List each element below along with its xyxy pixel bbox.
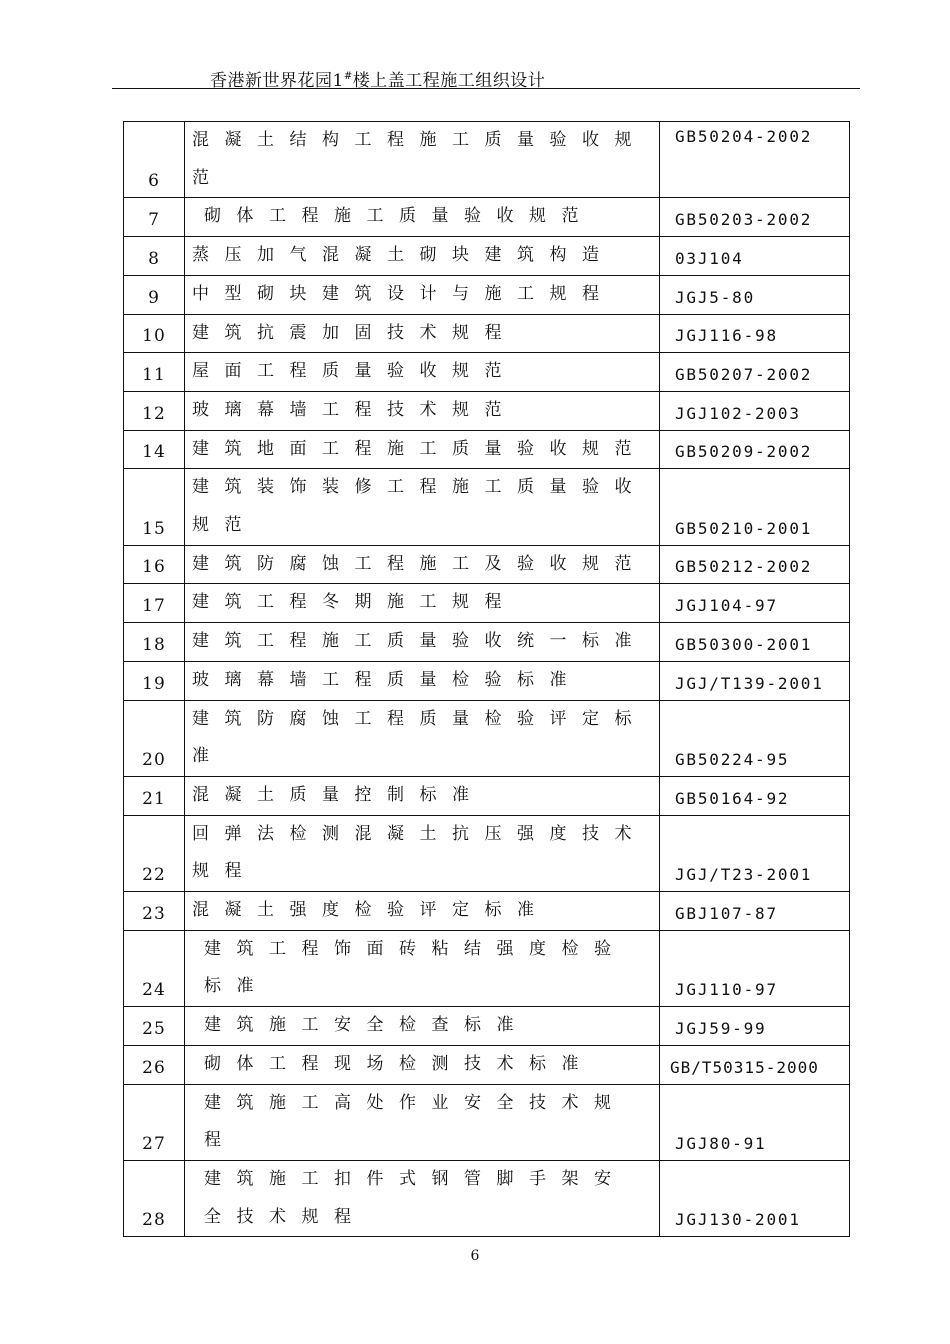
row-standard-code: JGJ80-91	[660, 1084, 850, 1160]
table-row	[124, 314, 850, 353]
row-standard-code: GB50207-2002	[660, 353, 850, 392]
row-standard-name: 屋面工程质量验收规范	[185, 353, 660, 392]
table-row	[124, 623, 850, 662]
row-standard-name: 建筑工程冬期施工规程	[185, 584, 660, 623]
row-standard-code: JGJ110-97	[660, 930, 850, 1006]
row-number: 10	[124, 314, 185, 353]
row-standard-name: 混凝土质量控制标准	[185, 776, 660, 815]
table-row	[124, 237, 850, 276]
header-title-prefix: 香港新世界花园1	[210, 71, 344, 91]
page-number: 6	[470, 1248, 480, 1264]
table-row	[124, 892, 850, 931]
table-row	[124, 430, 850, 469]
row-standard-name: 蒸压加气混凝土砌块建筑构造	[185, 237, 660, 276]
row-number: 22	[124, 815, 185, 891]
row-standard-code: GB50210-2001	[660, 469, 850, 545]
row-number: 28	[124, 1160, 185, 1236]
row-standard-code: GBJ107-87	[660, 892, 850, 931]
table-row	[124, 584, 850, 623]
row-standard-name: 建筑施工高处作业安全技术规程	[185, 1084, 660, 1160]
row-standard-code: JGJ104-97	[660, 584, 850, 623]
row-standard-name: 建筑装饰装修工程施工质量验收规范	[185, 469, 660, 545]
table-row	[124, 469, 850, 545]
row-standard-code: JGJ5-80	[660, 275, 850, 314]
row-standard-code: JGJ116-98	[660, 314, 850, 353]
row-standard-code: GB50300-2001	[660, 623, 850, 662]
row-standard-code: JGJ59-99	[660, 1007, 850, 1046]
header-title-superscript: #	[343, 71, 353, 82]
row-standard-code: 03J104	[660, 237, 850, 276]
row-number: 20	[124, 700, 185, 776]
table-row	[124, 198, 850, 237]
table-row	[124, 1084, 850, 1160]
row-number: 27	[124, 1084, 185, 1160]
row-number: 11	[124, 353, 185, 392]
table-row	[124, 815, 850, 891]
header-rule	[112, 88, 860, 89]
row-standard-name: 建筑施工扣件式钢管脚手架安全技术规程	[185, 1160, 660, 1236]
table-row	[124, 122, 850, 198]
table-row	[124, 1007, 850, 1046]
row-standard-name: 建筑地面工程施工质量验收规范	[185, 430, 660, 469]
row-standard-name: 玻璃幕墙工程技术规范	[185, 391, 660, 430]
row-standard-code: GB50164-92	[660, 776, 850, 815]
row-number: 18	[124, 623, 185, 662]
header-title-suffix: 楼上盖工程施工组织设计	[352, 71, 546, 91]
row-number: 6	[124, 122, 185, 198]
row-standard-name: 建筑施工安全检查标准	[185, 1007, 660, 1046]
row-number: 23	[124, 892, 185, 931]
row-standard-code: GB50209-2002	[660, 430, 850, 469]
row-standard-name: 砌体工程施工质量验收规范	[185, 198, 660, 237]
row-standard-name: 建筑防腐蚀工程施工及验收规范	[185, 545, 660, 584]
table-row	[124, 700, 850, 776]
row-standard-code: JGJ/T139-2001	[660, 661, 850, 700]
row-number: 7	[124, 198, 185, 237]
row-number: 9	[124, 275, 185, 314]
table-row	[124, 545, 850, 584]
row-number: 17	[124, 584, 185, 623]
row-standard-code: GB50224-95	[660, 700, 850, 776]
row-standard-code: GB50204-2002	[660, 122, 850, 198]
row-number: 12	[124, 391, 185, 430]
row-number: 26	[124, 1045, 185, 1084]
row-standard-name: 混凝土结构工程施工质量验收规范	[185, 122, 660, 198]
row-standard-name: 中型砌块建筑设计与施工规程	[185, 275, 660, 314]
row-standard-code: JGJ/T23-2001	[660, 815, 850, 891]
row-standard-name: 建筑工程施工质量验收统一标准	[185, 623, 660, 662]
row-number: 25	[124, 1007, 185, 1046]
row-standard-code: GB/T50315-2000	[660, 1045, 850, 1084]
row-standard-code: JGJ102-2003	[660, 391, 850, 430]
standards-table	[123, 121, 850, 1237]
row-number: 16	[124, 545, 185, 584]
table-row	[124, 1160, 850, 1236]
table-row	[124, 391, 850, 430]
table-row	[124, 353, 850, 392]
table-row	[124, 275, 850, 314]
row-standard-name: 回弹法检测混凝土抗压强度技术规程	[185, 815, 660, 891]
row-standard-name: 建筑工程饰面砖粘结强度检验标准	[185, 930, 660, 1006]
row-number: 21	[124, 776, 185, 815]
row-standard-name: 建筑防腐蚀工程质量检验评定标准	[185, 700, 660, 776]
table-row	[124, 661, 850, 700]
row-standard-name: 砌体工程现场检测技术标准	[185, 1045, 660, 1084]
row-standard-name: 玻璃幕墙工程质量检验标准	[185, 661, 660, 700]
row-number: 8	[124, 237, 185, 276]
row-number: 24	[124, 930, 185, 1006]
row-standard-code: GB50212-2002	[660, 545, 850, 584]
row-number: 14	[124, 430, 185, 469]
table-row	[124, 776, 850, 815]
row-standard-code: JGJ130-2001	[660, 1160, 850, 1236]
row-standard-code: GB50203-2002	[660, 198, 850, 237]
row-number: 15	[124, 469, 185, 545]
row-standard-name: 混凝土强度检验评定标准	[185, 892, 660, 931]
table-row	[124, 1045, 850, 1084]
row-standard-name: 建筑抗震加固技术规程	[185, 314, 660, 353]
table-row	[124, 930, 850, 1006]
row-number: 19	[124, 661, 185, 700]
